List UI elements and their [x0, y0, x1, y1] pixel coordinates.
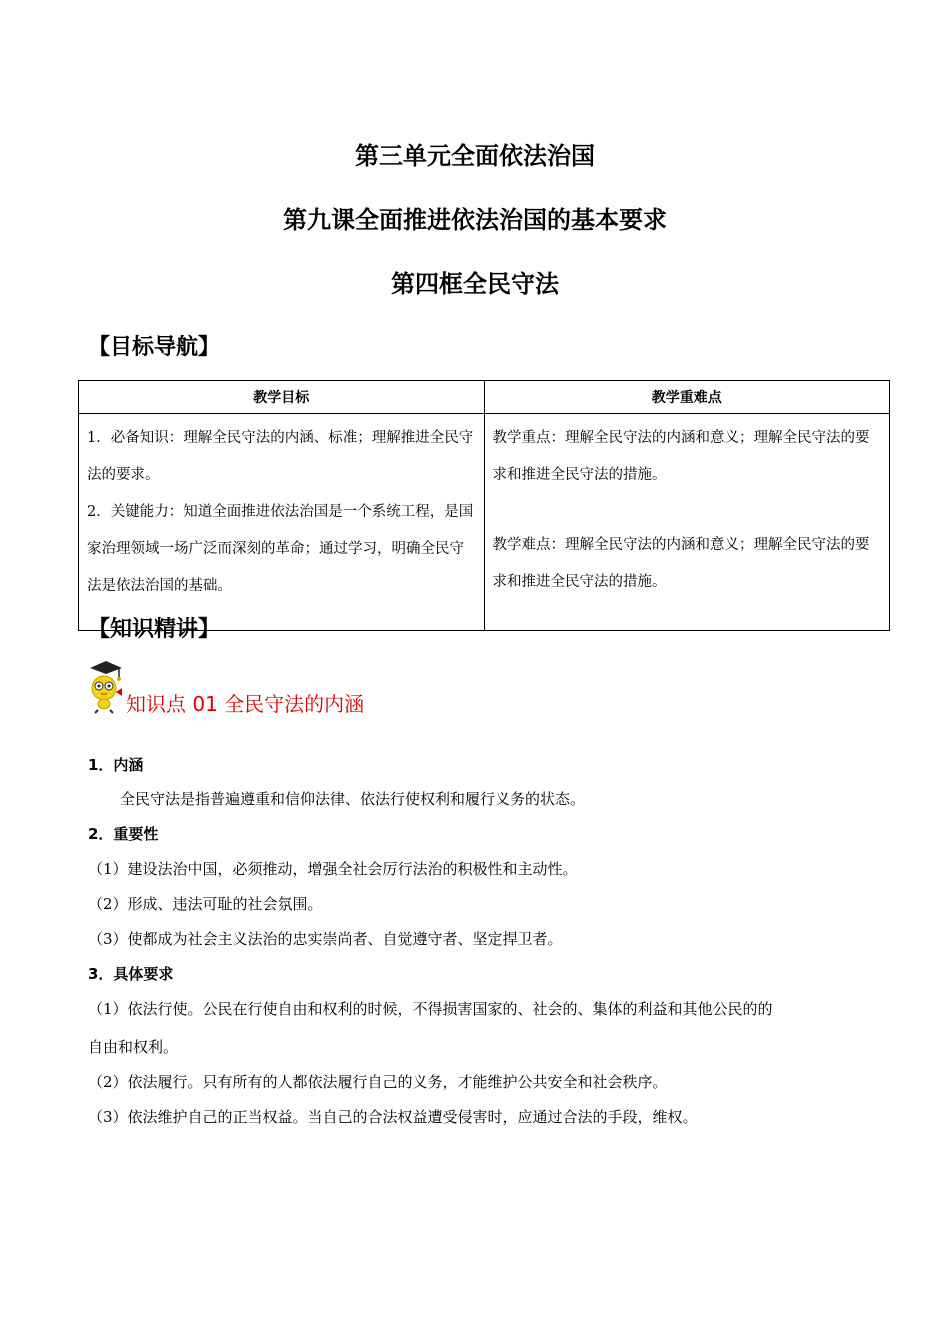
heading-requirements: 3．具体要求: [88, 965, 174, 983]
frame-title: 第四框全民守法: [391, 270, 559, 298]
requirement-item: （1）依法行使。公民在行使自由和权利的时候，不得损害国家的、社会的、集体的利益和其他公民的的: [88, 1000, 773, 1018]
requirement-item-continued: 自由和权利。: [88, 1038, 179, 1056]
table-header-keypoints: 教学重难点: [484, 381, 890, 414]
requirement-item: （2）依法履行。只有所有的人都依法履行自己的义务，才能维护公共安全和社会秩序。: [88, 1073, 668, 1091]
graduate-owl-icon: [86, 658, 126, 714]
goal-item: 2．关键能力：知道全面推进依法治国是一个系统工程，是国家治理领域一场广泛而深刻的革命；通过学习，明确全民守法是依法治国的基础。: [87, 504, 474, 594]
section-knowledge-heading: 【知识精讲】: [88, 617, 221, 642]
heading-importance: 2．重要性: [88, 825, 159, 843]
importance-item: （3）使都成为社会主义法治的忠实崇尚者、自觉遵守者、坚定捍卫者。: [88, 930, 563, 948]
goals-cell: [79, 414, 485, 631]
heading-connotation: 1．内涵: [88, 756, 144, 774]
table-header-goals: 教学目标: [79, 381, 485, 414]
knowledge-point-title: 知识点 01 全民守法的内涵: [126, 692, 365, 716]
importance-item: （1）建设法治中国，必须推动，增强全社会厉行法治的积极性和主动性。: [88, 860, 578, 878]
section-goals-heading: 【目标导航】: [88, 335, 221, 360]
goal-item: 1．必备知识：理解全民守法的内涵、标准；理解推进全民守法的要求。: [87, 430, 474, 483]
lesson-title: 第九课全面推进依法治国的基本要求: [283, 206, 667, 234]
objectives-table: [78, 380, 890, 631]
difficult-point-text: 教学难点：理解全民守法的内涵和意义；理解全民守法的要求和推进全民守法的措施。: [492, 537, 870, 590]
importance-item: （2）形成、违法可耻的社会氛围。: [88, 895, 323, 913]
paragraph-connotation: 全民守法是指普遍遵重和信仰法律、依法行使权利和履行义务的状态。: [120, 790, 586, 808]
requirement-item: （3）依法维护自己的正当权益。当自己的合法权益遭受侵害时，应通过合法的手段，维权。: [88, 1108, 698, 1126]
unit-title: 第三单元全面依法治国: [355, 142, 595, 170]
keypoints-cell: [484, 414, 890, 631]
key-point-text: 教学重点：理解全民守法的内涵和意义；理解全民守法的要求和推进全民守法的措施。: [492, 430, 870, 483]
